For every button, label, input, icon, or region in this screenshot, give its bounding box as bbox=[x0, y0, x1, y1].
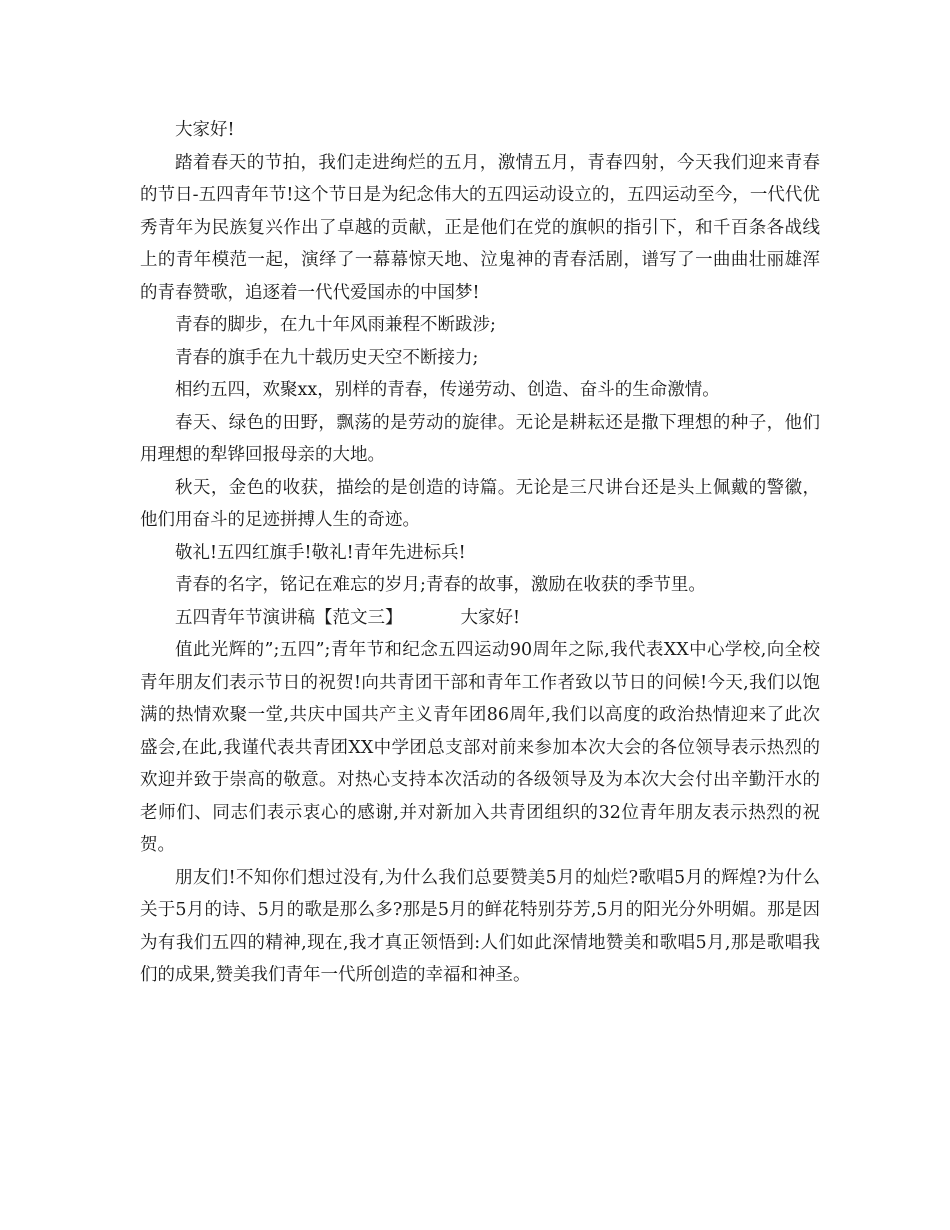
paragraph-salute: 敬礼!五四红旗手!敬礼!青年先进标兵! bbox=[175, 542, 466, 563]
paragraph-youth-name: 青春的名字，铭记在难忘的岁月;青春的故事，激励在收获的季节里。 bbox=[175, 575, 706, 595]
paragraph-may-fourth-speech: 值此光辉的”;五四”;青年节和纪念五四运动90周年之际,我代表XX中心学校,向全校青年朋友们表示节日的祝贺!向共青团干部和青年工作者致以节日的问候!今天,我们以饱满的热情欢聚一堂,共庆中国共产主义青年团86周年,我们以高度的政治热情迎来了此次盛会,在此,我谨代表共青团XX中学团总支部对前来参加本次大会的各位领导表示热烈的欢迎并致于崇高的敬意。对热心支持本次活动的各级领导及为本次大会付出辛勤汗水的老师们、同志们表示衷心的感谢,并对新加入共青团组织的32位青年朋友表示热烈的祝贺。 bbox=[140, 640, 820, 855]
paragraph-autumn-harvest: 秋天，金色的收获，描绘的是创造的诗篇。无论是三尺讲台还是头上佩戴的警徽，他们用奋斗的足迹拼搏人生的奇迹。 bbox=[140, 477, 820, 530]
paragraph-gathering: 相约五四，欢聚xx，别样的青春，传递劳动、创造、奋斗的生命激情。 bbox=[175, 380, 720, 400]
paragraph-youth-flag: 青春的旗手在九十载历史天空不断接力; bbox=[175, 347, 479, 368]
paragraph-spring-fields: 春天、绿色的田野，飘荡的是劳动的旋律。无论是耕耘还是撒下理想的种子，他们用理想的犁铧回报母亲的大地。 bbox=[140, 412, 820, 465]
section-heading bbox=[140, 602, 820, 635]
section-heading-greeting: 大家好! bbox=[460, 607, 521, 628]
paragraph-spring-may: 踏着春天的节拍，我们走进绚烂的五月，激情五月，青春四射，今天我们迎来青春的节日-五四青年节!这个节日是为纪念伟大的五四运动设立的，五四运动至今，一代代优秀青年为民族复兴作出了卓越的贡献，正是他们在党的旗帜的指引下，和千百条各战线上的青年模范一起，演绎了一幕幕惊天地、泣鬼神的青春活剧，谱写了一曲曲壮丽雄浑的青春赞歌，追逐着一代代爱国赤的中国梦! bbox=[140, 152, 820, 303]
section-heading-title: 五四青年节演讲稿【范文三】 bbox=[175, 607, 403, 628]
paragraph-friends-may: 朋友们!不知你们想过没有,为什么我们总要赞美5月的灿烂?歌唱5月的辉煌?为什么关于5月的诗、5月的歌是那么多?那是5月的鲜花特别芬芳,5月的阳光分外明媚。那是因为有我们五四的精神,现在,我才真正领悟到:人们如此深情地赞美和歌唱5月,那是歌唱我们的成果,赞美我们青年一代所创造的幸福和神圣。 bbox=[140, 867, 820, 985]
greeting-paragraph: 大家好! bbox=[175, 120, 235, 140]
paragraph-youth-steps: 青春的脚步，在九十年风雨兼程不断跋涉; bbox=[175, 315, 496, 335]
document-body bbox=[140, 114, 820, 992]
